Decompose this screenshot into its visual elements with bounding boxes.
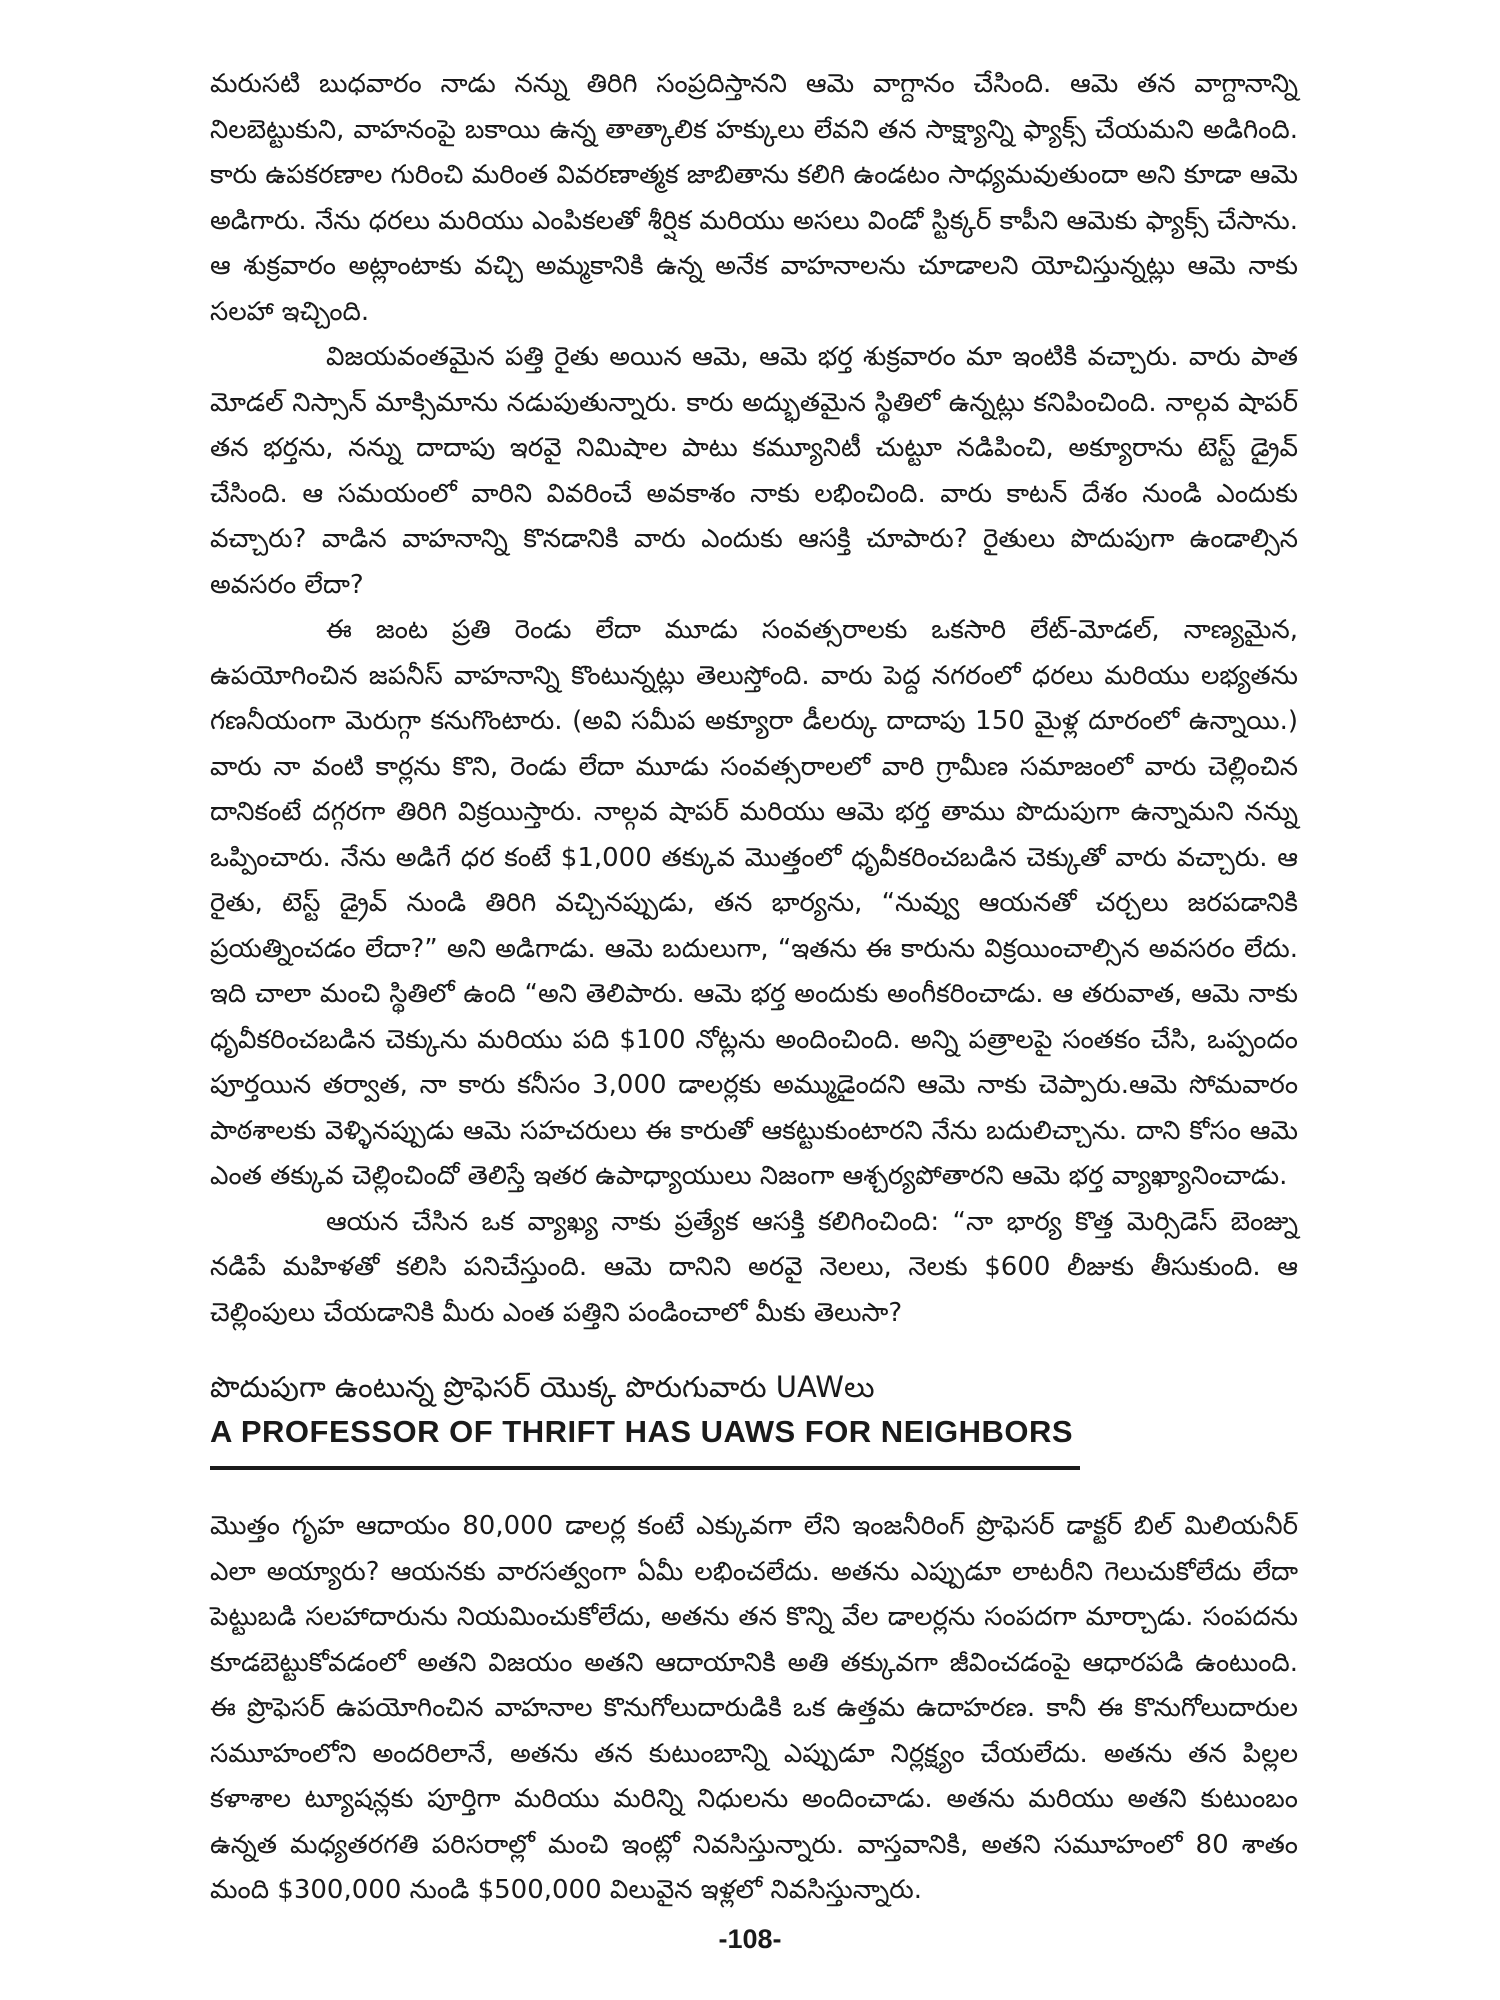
heading-underline [210,1466,1080,1470]
section-paragraph: మొత్తం గృహ ఆదాయం 80,000 డాలర్ల కంటే ఎక్కువగా లేని ఇంజనీరింగ్ ప్రొఫెసర్ డాక్టర్ బిల్ మిలియనీర్ ఎలా అయ్యారు? ఆయనకు వారసత్వంగా ఏమీ లభించలేదు. అతను ఎప్పుడూ లాటరీని గెలుచుకోలేదు లేదా పెట్టుబడి సలహాదారును నియమించుకోలేదు, అతను తన కొన్ని వేల డాలర్లను సంపదగా మార్చాడు. సంపదను కూడబెట్టుకోవడంలో అతని విజయం అతని ఆదాయానికి అతి తక్కువగా జీవించడంపై ఆధారపడి ఉంటుంది. ఈ ప్రొఫెసర్ ఉపయోగించిన వాహనాల కొనుగోలుదారుడికి ఒక ఉత్తమ ఉదాహరణ. కానీ ఈ కొనుగోలుదారుల సమూహంలోని అందరిలానే, అతను తన కుటుంబాన్ని ఎప్పుడూ నిర్లక్ష్యం చేయలేదు. అతను తన పిల్లల కళాశాల ట్యూషన్లకు పూర్తిగా మరియు మరిన్ని నిధులను అందించాడు. అతను మరియు అతని కుటుంబం ఉన్నత మధ్యతరగతి పరిసరాల్లో మంచి ఇంట్లో నివసిస్తున్నారు. వాస్తవానికి, అతని సమూహంలో 80 శాతం మంది $300,000 నుండి $500,000 విలువైన ఇళ్లలో నివసిస్తున్నారు. [210,1511,1298,1905]
paragraph-2: విజయవంతమైన పత్తి రైతు అయిన ఆమె, ఆమె భర్త శుక్రవారం మా ఇంటికి వచ్చారు. వారు పాత మోడల్ నిస్సాన్ మాక్సిమాను నడుపుతున్నారు. కారు అద్భుతమైన స్థితిలో ఉన్నట్లు కనిపించింది. నాల్గవ షాపర్ తన భర్తను, నన్ను దాదాపు ఇరవై నిమిషాల పాటు కమ్యూనిటీ చుట్టూ నడిపించి, అక్యూరాను టెస్ట్ డ్రైవ్ చేసింది. ఆ సమయంలో వారిని వివరించే అవకాశం నాకు లభించింది. వారు కాటన్ దేశం నుండి ఎందుకు వచ్చారు? వాడిన వాహనాన్ని కొనడానికి వారు ఎందుకు ఆసక్తి చూపారు? రైతులు పొదుపుగా ఉండాల్సిన అవసరం లేదా? [210,342,1298,600]
paragraph-1: మరుసటి బుధవారం నాడు నన్ను తిరిగి సంప్రదిస్తానని ఆమె వాగ్దానం చేసింది. ఆమె తన వాగ్దానాన్ని నిలబెట్టుకుని, వాహనంపై బకాయి ఉన్న తాత్కాలిక హక్కులు లేవని తన సాక్ష్యాన్ని ఫ్యాక్స్ చేయమని అడిగింది. కారు ఉపకరణాల గురించి మరింత వివరణాత్మక జాబితాను కలిగి ఉండటం సాధ్యమవుతుందా అని కూడా ఆమె అడిగారు. నేను ధరలు మరియు ఎంపికలతో శీర్షిక మరియు అసలు విండో స్టిక్కర్ కాపీని ఆమెకు ఫ్యాక్స్ చేసాను. ఆ శుక్రవారం అట్లాంటాకు వచ్చి అమ్మకానికి ఉన్న అనేక వాహనాలను చూడాలని యోచిస్తున్నట్లు ఆమె నాకు సలహా ఇచ్చింది. [210,69,1298,327]
section-heading-english: A PROFESSOR OF THRIFT HAS UAWS FOR NEIGHBORS [210,1414,1074,1449]
page-number: -108- [718,1924,782,1954]
paragraph-4: ఆయన చేసిన ఒక వ్యాఖ్య నాకు ప్రత్యేక ఆసక్తి కలిగించింది: “నా భార్య కొత్త మెర్సిడెస్ బెంజ్ను నడిపే మహిళతో కలిసి పనిచేస్తుంది. ఆమె దానిని అరవై నెలలు, నెలకు $600 లీజుకు తీసుకుంది. ఆ చెల్లింపులు చేయడానికి మీరు ఎంత పత్తిని పండించాలో మీకు తెలుసా? [210,1206,1298,1328]
section-heading-telugu: పొదుపుగా ఉంటున్న ప్రొఫెసర్ యొక్క పొరుగువారు UAWలు [210,1370,875,1404]
paragraph-3: ఈ జంట ప్రతి రెండు లేదా మూడు సంవత్సరాలకు ఒకసారి లేట్-మోడల్, నాణ్యమైన, ఉపయోగించిన జపనీస్ వాహనాన్ని కొంటున్నట్లు తెలుస్తోంది. వారు పెద్ద నగరంలో ధరలు మరియు లభ్యతను గణనీయంగా మెరుగ్గా కనుగొంటారు. (అవి సమీప అక్యూరా డీలర్కు దాదాపు 150 మైళ్ల దూరంలో ఉన్నాయి.) వారు నా వంటి కార్లను కొని, రెండు లేదా మూడు సంవత్సరాలలో వారి గ్రామీణ సమాజంలో వారు చెల్లించిన దానికంటే దగ్గరగా తిరిగి విక్రయిస్తారు. నాల్గవ షాపర్ మరియు ఆమె భర్త తాము పొదుపుగా ఉన్నామని నన్ను ఒప్పించారు. నేను అడిగే ధర కంటే $1,000 తక్కువ మొత్తంలో ధృవీకరించబడిన చెక్కుతో వారు వచ్చారు. ఆ రైతు, టెస్ట్ డ్రైవ్ నుండి తిరిగి వచ్చినప్పుడు, తన భార్యను, “నువ్వు ఆయనతో చర్చలు జరపడానికి ప్రయత్నించడం లేదా?” అని అడిగాడు. ఆమె బదులుగా, “ఇతను ఈ కారును విక్రయించాల్సిన అవసరం లేదు. ఇది చాలా మంచి స్థితిలో ఉంది “అని తెలిపారు. ఆమె భర్త అందుకు అంగీకరించాడు. ఆ తరువాత, ఆమె నాకు ధృవీకరించబడిన చెక్కును మరియు పది $100 నోట్లను అందించింది. అన్ని పత్రాలపై సంతకం చేసి, ఒప్పందం పూర్తయిన తర్వాత, నా కారు కనీసం 3,000 డాలర్లకు అమ్ముడైందని ఆమె నాకు చెప్పారు.ఆమె సోమవారం పాఠశాలకు వెళ్ళినప్పుడు ఆమె సహచరులు ఈ కారుతో ఆకట్టుకుంటారని నేను బదులిచ్చాను. దాని కోసం ఆమె ఎంత తక్కువ చెల్లించిందో తెలిస్తే ఇతర ఉపాధ్యాయులు నిజంగా ఆశ్చర్యపోతారని ఆమె భర్త వ్యాఖ్యానించాడు. [210,615,1298,1191]
page-content [210,62,1298,1914]
section-body [210,1504,1298,1914]
section-heading [210,1364,1080,1470]
